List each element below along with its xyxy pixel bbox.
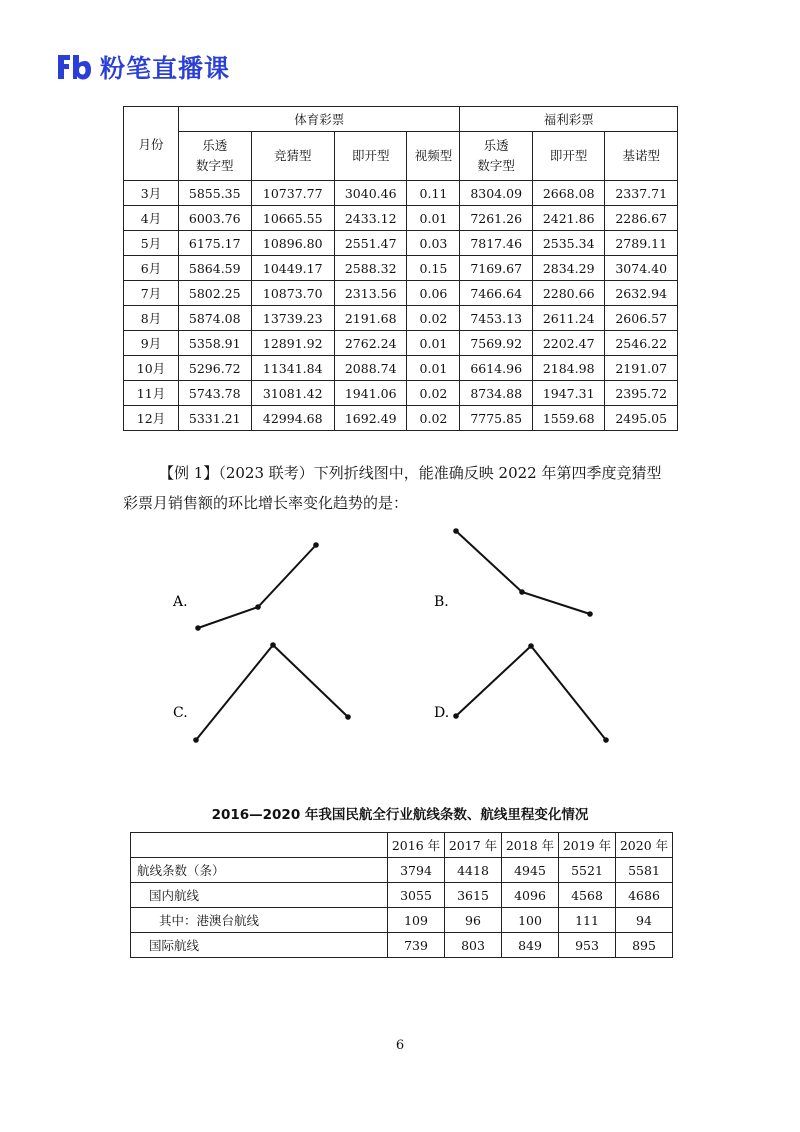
option-d-point (528, 643, 534, 649)
value-cell: 2668.08 (532, 181, 605, 206)
value-cell: 5296.72 (179, 356, 252, 381)
value-cell: 2191.68 (334, 306, 407, 331)
column-header (605, 132, 678, 181)
value-cell: 10896.80 (251, 231, 334, 256)
column-header-line: 数字型 (195, 158, 234, 173)
value-cell: 849 (502, 933, 559, 958)
routes-table-header (131, 833, 673, 858)
question-source: （2023 联考） (218, 464, 314, 482)
table-header-columns (124, 132, 678, 181)
column-header-line: 乐透 (202, 138, 228, 153)
value-cell: 10737.77 (251, 181, 334, 206)
column-header-line: 视频型 (414, 148, 453, 163)
value-cell: 2762.24 (334, 331, 407, 356)
month-cell: 3月 (124, 181, 179, 206)
value-cell: 2551.47 (334, 231, 407, 256)
row-label: 国际航线 (131, 933, 388, 958)
column-header-line: 乐透 (483, 138, 509, 153)
value-cell: 5855.35 (179, 181, 252, 206)
welfare-lottery-header: 福利彩票 (460, 107, 678, 132)
value-cell: 5521 (559, 858, 616, 883)
value-cell: 803 (445, 933, 502, 958)
question-stem-1: 下列折线图中，能准确反映 2022 年第四季度竞猜型 (313, 464, 662, 482)
value-cell: 2202.47 (532, 331, 605, 356)
column-header (407, 132, 460, 181)
value-cell: 7569.92 (460, 331, 533, 356)
table-row (131, 858, 673, 883)
option-b[interactable] (434, 528, 593, 617)
routes-table-title: 2016—2020 年我国民航全行业航线条数、航线里程变化情况 (211, 807, 589, 823)
column-header-line: 竞猜型 (273, 148, 312, 163)
value-cell: 2395.72 (605, 381, 678, 406)
column-header (251, 132, 334, 181)
month-cell: 7月 (124, 281, 179, 306)
column-header-line: 即开型 (351, 148, 390, 163)
value-cell: 7817.46 (460, 231, 533, 256)
column-header (532, 132, 605, 181)
value-cell: 31081.42 (251, 381, 334, 406)
value-cell: 0.03 (407, 231, 460, 256)
brand-name: 粉笔直播课 (100, 54, 231, 83)
row-label: 国内航线 (131, 883, 388, 908)
value-cell: 2280.66 (532, 281, 605, 306)
value-cell: 4686 (616, 883, 673, 908)
row-label: 其中：港澳台航线 (131, 908, 388, 933)
page-number: 6 (395, 1038, 405, 1053)
fb-logo-icon (56, 53, 92, 81)
value-cell: 109 (388, 908, 445, 933)
value-cell: 11341.84 (251, 356, 334, 381)
option-d-label: D. (434, 705, 450, 721)
value-cell: 10873.70 (251, 281, 334, 306)
option-b-label: B. (434, 594, 449, 610)
value-cell: 2088.74 (334, 356, 407, 381)
option-c[interactable] (173, 642, 351, 743)
value-cell: 2588.32 (334, 256, 407, 281)
table-row (124, 231, 678, 256)
value-cell: 0.01 (407, 356, 460, 381)
value-cell: 8304.09 (460, 181, 533, 206)
value-cell: 0.02 (407, 381, 460, 406)
option-b-point (587, 611, 593, 617)
value-cell: 2495.05 (605, 406, 678, 431)
value-cell: 4096 (502, 883, 559, 908)
value-cell: 2834.29 (532, 256, 605, 281)
table-row (124, 331, 678, 356)
value-cell: 5743.78 (179, 381, 252, 406)
column-header (460, 132, 533, 181)
value-cell: 1692.49 (334, 406, 407, 431)
option-c-point (193, 737, 199, 743)
option-c-label: C. (173, 705, 188, 721)
option-a-label: A. (173, 594, 188, 610)
month-cell: 9月 (124, 331, 179, 356)
month-cell: 10月 (124, 356, 179, 381)
option-a[interactable] (172, 542, 319, 631)
value-cell: 94 (616, 908, 673, 933)
option-b-line (456, 531, 590, 614)
value-cell: 7169.67 (460, 256, 533, 281)
option-b-point (519, 589, 525, 595)
option-c-line (196, 645, 348, 740)
table-row (124, 281, 678, 306)
value-cell: 2337.71 (605, 181, 678, 206)
option-a-line (198, 545, 316, 628)
routes-table-body (131, 858, 673, 958)
question-stem-2: 彩票月销售额的环比增长率变化趋势的是： (123, 494, 409, 512)
value-cell: 1559.68 (532, 406, 605, 431)
value-cell: 3794 (388, 858, 445, 883)
value-cell: 1947.31 (532, 381, 605, 406)
table-row (124, 306, 678, 331)
value-cell: 2184.98 (532, 356, 605, 381)
value-cell: 4418 (445, 858, 502, 883)
value-cell: 2313.56 (334, 281, 407, 306)
value-cell: 2535.34 (532, 231, 605, 256)
month-cell: 8月 (124, 306, 179, 331)
table-row (124, 206, 678, 231)
value-cell: 4945 (502, 858, 559, 883)
value-cell: 0.15 (407, 256, 460, 281)
routes-table (130, 832, 673, 958)
value-cell: 2286.67 (605, 206, 678, 231)
table-row (124, 256, 678, 281)
value-cell: 2611.24 (532, 306, 605, 331)
value-cell: 2433.12 (334, 206, 407, 231)
value-cell: 953 (559, 933, 616, 958)
table-row (124, 356, 678, 381)
value-cell: 6614.96 (460, 356, 533, 381)
table-row (124, 406, 678, 431)
year-header: 2018 年 (502, 833, 559, 858)
value-cell: 10665.55 (251, 206, 334, 231)
answer-options (0, 510, 800, 770)
question-block (123, 458, 693, 518)
value-cell: 6175.17 (179, 231, 252, 256)
column-header-line: 数字型 (477, 158, 515, 173)
value-cell: 8734.88 (460, 381, 533, 406)
month-cell: 5月 (124, 231, 179, 256)
column-header (334, 132, 407, 181)
value-cell: 7261.26 (460, 206, 533, 231)
value-cell: 5358.91 (179, 331, 252, 356)
table-row (124, 381, 678, 406)
month-cell: 12月 (124, 406, 179, 431)
value-cell: 3615 (445, 883, 502, 908)
value-cell: 5331.21 (179, 406, 252, 431)
column-header-line: 即开型 (549, 148, 588, 163)
value-cell: 96 (445, 908, 502, 933)
value-cell: 111 (559, 908, 616, 933)
option-c-point (270, 642, 276, 648)
value-cell: 3074.40 (605, 256, 678, 281)
row-label: 航线条数（条） (131, 858, 388, 883)
column-header (179, 132, 252, 181)
option-a-point (255, 604, 261, 610)
option-b-point (453, 528, 459, 534)
value-cell: 1941.06 (334, 381, 407, 406)
value-cell: 2789.11 (605, 231, 678, 256)
value-cell: 7453.13 (460, 306, 533, 331)
question-line-1 (123, 458, 693, 488)
year-header: 2020 年 (616, 833, 673, 858)
option-d-line (456, 646, 606, 740)
month-cell: 11月 (124, 381, 179, 406)
value-cell: 3040.46 (334, 181, 407, 206)
lottery-sales-table (123, 106, 678, 431)
value-cell: 42994.68 (251, 406, 334, 431)
table-row (124, 181, 678, 206)
value-cell: 0.01 (407, 206, 460, 231)
option-c-point (345, 714, 351, 720)
lottery-table-body (124, 181, 678, 431)
value-cell: 100 (502, 908, 559, 933)
value-cell: 0.06 (407, 281, 460, 306)
value-cell: 10449.17 (251, 256, 334, 281)
value-cell: 0.02 (407, 406, 460, 431)
option-a-point (313, 542, 319, 548)
year-header: 2019 年 (559, 833, 616, 858)
value-cell: 4568 (559, 883, 616, 908)
value-cell: 739 (388, 933, 445, 958)
value-cell: 2191.07 (605, 356, 678, 381)
value-cell: 895 (616, 933, 673, 958)
option-d-point (603, 737, 609, 743)
value-cell: 2606.57 (605, 306, 678, 331)
question-tag: 【例 1】 (159, 464, 219, 482)
year-header: 2017 年 (445, 833, 502, 858)
sports-lottery-header: 体育彩票 (179, 107, 460, 132)
month-cell: 4月 (124, 206, 179, 231)
value-cell: 7466.64 (460, 281, 533, 306)
value-cell: 6003.76 (179, 206, 252, 231)
option-d[interactable] (434, 643, 609, 743)
column-header-line: 基诺型 (622, 148, 660, 163)
month-cell: 6月 (124, 256, 179, 281)
table-header-groups (124, 107, 678, 132)
table-row (131, 933, 673, 958)
value-cell: 3055 (388, 883, 445, 908)
value-cell: 5864.59 (179, 256, 252, 281)
value-cell: 2546.22 (605, 331, 678, 356)
value-cell: 13739.23 (251, 306, 334, 331)
value-cell: 0.01 (407, 331, 460, 356)
option-d-point (453, 713, 459, 719)
option-a-point (195, 625, 201, 631)
value-cell: 7775.85 (460, 406, 533, 431)
value-cell: 0.02 (407, 306, 460, 331)
table-row (131, 883, 673, 908)
month-header: 月份 (124, 107, 179, 181)
table-row (131, 908, 673, 933)
routes-header-blank (131, 833, 388, 858)
value-cell: 5802.25 (179, 281, 252, 306)
value-cell: 0.11 (407, 181, 460, 206)
value-cell: 5581 (616, 858, 673, 883)
brand-logo (56, 50, 230, 84)
value-cell: 5874.08 (179, 306, 252, 331)
value-cell: 2421.86 (532, 206, 605, 231)
value-cell: 2632.94 (605, 281, 678, 306)
year-header: 2016 年 (388, 833, 445, 858)
value-cell: 12891.92 (251, 331, 334, 356)
